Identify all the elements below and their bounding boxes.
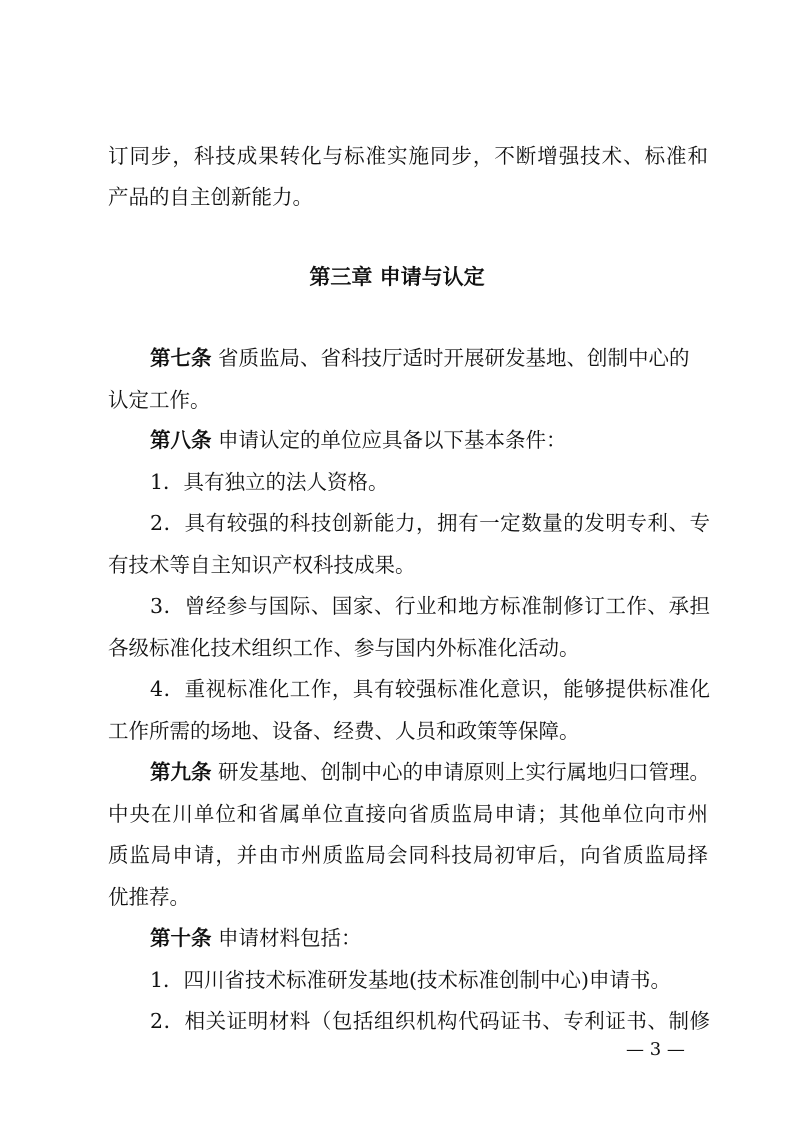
article-8-label: 第八条 [150, 428, 212, 452]
article-9-line: 质监局申请，并由市州质监局会同科技局初审后，向省质监局择 [108, 843, 708, 867]
article-10-label: 第十条 [150, 926, 212, 950]
material-item: 1．四川省技术标准研发基地(技术标准创制中心)申请书。 [150, 968, 672, 992]
article-7-label: 第七条 [150, 346, 212, 370]
article-9-label: 第九条 [150, 760, 212, 784]
article-7-line [150, 343, 710, 373]
article-10-line [150, 923, 710, 953]
article-10-text: 申请材料包括： [218, 926, 362, 950]
article-9-line: 中央在川单位和省属单位直接向省质监局申请；其他单位向市州 [108, 802, 708, 826]
article-9-line [150, 757, 710, 787]
condition-item: 各级标准化技术组织工作、参与国内外标准化活动。 [108, 636, 580, 660]
condition-item: 1．具有独立的法人资格。 [150, 470, 389, 494]
condition-item: 工作所需的场地、设备、经费、人员和政策等保障。 [108, 719, 580, 743]
page-number: — 3 — [626, 1039, 685, 1060]
article-9-line: 优推荐。 [108, 885, 190, 909]
article-7-text: 省质监局、省科技厅适时开展研发基地、创制中心的 [218, 346, 690, 370]
condition-item: 4．重视标准化工作，具有较强标准化意识，能够提供标准化 [150, 677, 710, 701]
article-8-line [150, 425, 710, 455]
condition-item: 3．曾经参与国际、国家、行业和地方标准制修订工作、承担 [150, 594, 710, 618]
paragraph-line: 产品的自主创新能力。 [108, 185, 313, 209]
article-7-line: 认定工作。 [108, 388, 211, 412]
chapter-title: 第三章 申请与认定 [309, 265, 485, 289]
condition-item: 有技术等自主知识产权科技成果。 [108, 553, 416, 577]
condition-item: 2．具有较强的科技创新能力，拥有一定数量的发明专利、专 [150, 511, 710, 535]
paragraph-line: 订同步，科技成果转化与标准实施同步，不断增强技术、标准和 [108, 144, 708, 168]
article-9-text: 研发基地、创制中心的申请原则上实行属地归口管理。 [218, 760, 711, 784]
material-item: 2．相关证明材料（包括组织机构代码证书、专利证书、制修 [150, 1009, 710, 1033]
article-8-text: 申请认定的单位应具备以下基本条件： [218, 428, 567, 452]
